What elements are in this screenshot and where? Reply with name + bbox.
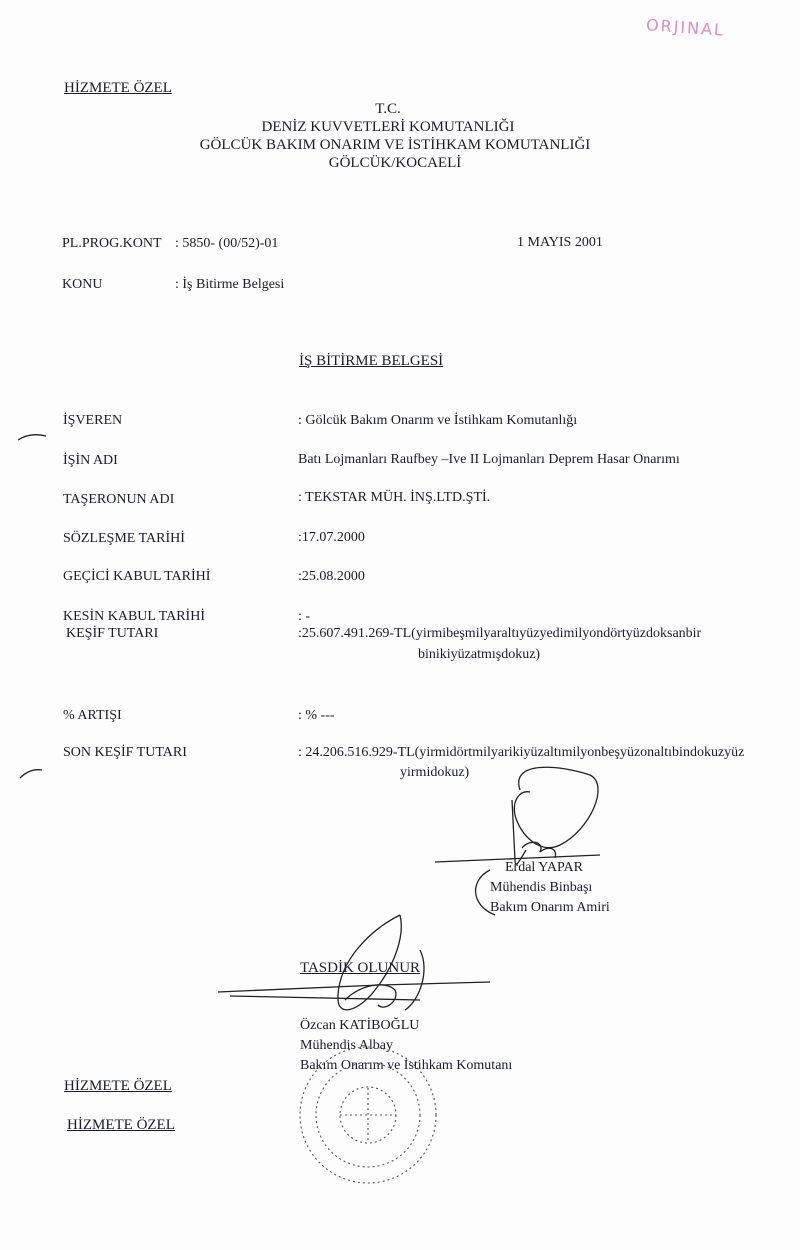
classification-bottom-1: HİZMETE ÖZEL [64,1078,172,1094]
final-estimate-label: SON KEŞİF TUTARI [63,745,187,760]
employer-value: : Gölcük Bakım Onarım ve İstihkam Komutanlığı [298,413,578,428]
increase-value: : % --- [298,708,335,723]
provisional-acceptance-value: :25.08.2000 [298,569,365,584]
estimate-value-line1: :25.607.491.269-TL(yirmibeşmilyaraltıyüzyedimilyondörtyüzdoksanbir [298,626,702,641]
ref-label: PL.PROG.KONT [62,236,162,251]
signer1-name: Erdal YAPAR [505,860,583,875]
increase-label: % ARTIŞI [63,708,122,723]
provisional-acceptance-label: GEÇİCİ KABUL TARİHİ [63,569,211,584]
approval-label: TASDİK OLUNUR [300,960,421,976]
signature-erdal-yapar [435,767,600,915]
letter-date: 1 MAYIS 2001 [517,235,603,250]
final-acceptance-label: KESİN KABUL TARİHİ [63,609,205,624]
signer1-rank: Mühendis Binbaşı [490,880,593,895]
final-estimate-value-line2: yirmidokuz) [400,765,470,780]
margin-mark-2 [20,770,42,778]
job-name-value: Batı Lojmanları Raufbey –Ive II Lojmanları Deprem Hasar Onarımı [298,452,680,467]
subject-value: : İş Bitirme Belgesi [175,277,285,292]
classification-top: HİZMETE ÖZEL [64,80,172,96]
document-title: İŞ BİTİRME BELGESİ [299,353,444,369]
employer-label: İŞVEREN [63,413,123,428]
contract-date-label: SÖZLEŞME TARİHİ [63,531,185,546]
original-handwritten-mark: ORJINAL [645,15,726,40]
contract-date-value: :17.07.2000 [298,530,365,545]
signer2-name: Özcan KATİBOĞLU [300,1018,420,1033]
signer2-rank: Mühendis Albay [300,1038,393,1053]
letterhead-line-location: GÖLCÜK/KOCAELİ [328,155,462,171]
signer2-title: Bakım Onarım ve İstihkam Komutanı [300,1058,513,1073]
subcontractor-label: TAŞERONUN ADI [63,492,175,507]
final-estimate-value-line1: : 24.206.516.929-TL(yirmidörtmilyarikiyüzaltımilyonbeşyüzonaltıbindokuzyüz [298,745,745,760]
signer1-title: Bakım Onarım Amiri [490,900,610,915]
margin-mark-1 [18,435,46,440]
estimate-value-line2: binikiyüzatmışdokuz) [418,647,541,662]
official-round-seal [300,1047,436,1183]
letterhead-line-command: GÖLCÜK BAKIM ONARIM VE İSTİHKAM KOMUTANLIĞI [199,137,591,153]
estimate-label: KEŞİF TUTARI [66,626,159,641]
job-name-label: İŞİN ADI [63,453,118,468]
subject-label: KONU [62,277,103,292]
ref-value: : 5850- (00/52)-01 [175,236,279,251]
letterhead-line-tc: T.C. [375,101,401,117]
subcontractor-value: : TEKSTAR MÜH. İNŞ.LTD.ŞTİ. [298,490,491,505]
signature-ozcan-katiboglu [218,915,490,1010]
letterhead-line-navy: DENİZ KUVVETLERİ KOMUTANLIĞI [261,119,515,135]
classification-bottom-2: HİZMETE ÖZEL [67,1117,175,1133]
final-acceptance-value: : - [298,609,311,624]
